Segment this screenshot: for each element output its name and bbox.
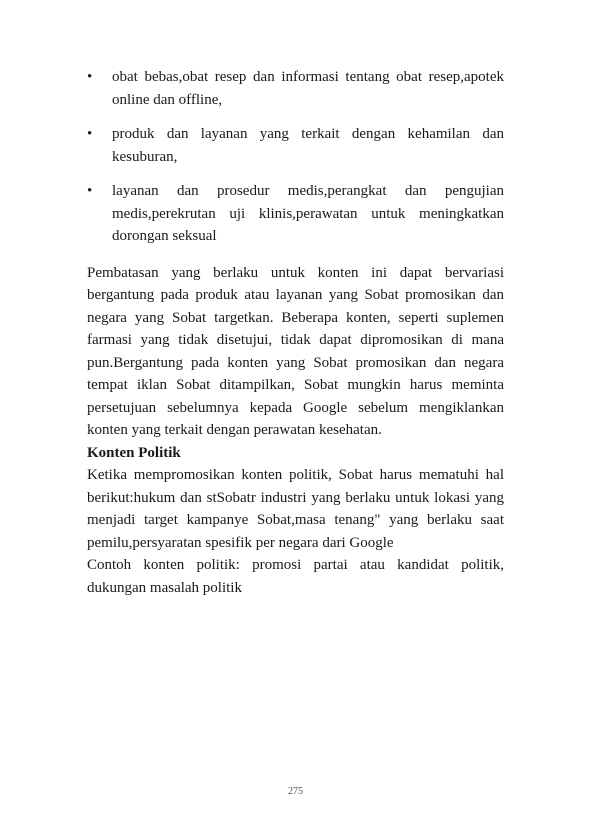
bullet-icon: • bbox=[87, 183, 93, 199]
list-item bbox=[87, 123, 504, 168]
bullet-list bbox=[87, 66, 504, 248]
list-item-text: produk dan layanan yang terkait dengan kehamilan dan kesuburan, bbox=[112, 126, 504, 165]
page-content bbox=[87, 66, 504, 599]
paragraph-restrictions: Pembatasan yang berlaku untuk konten ini dapat bervariasi bergantung pada produk atau layanan yang Sobat promosikan dan negara yang Sobat targetkan. Beberapa konten, seperti suplemen farmasi yang tidak disetujui, tidak dapat dipromosikan di mana pun.Bergantung pada konten yang Sobat promosikan dan negara tempat iklan Sobat ditampilkan, Sobat mungkin harus meminta persetujuan sebelumnya kepada Google sebelum mengiklankan konten yang terkait dengan perawatan kesehatan. bbox=[87, 264, 504, 438]
section-heading: Konten Politik bbox=[87, 444, 181, 461]
bullet-icon: • bbox=[87, 69, 93, 85]
paragraph-political-examples: Contoh konten politik: promosi partai atau kandidat politik, dukungan masalah politik bbox=[87, 557, 504, 596]
list-item-text: obat bebas,obat resep dan informasi tentang obat resep,apotek online dan offline, bbox=[112, 69, 504, 108]
bullet-icon: • bbox=[87, 126, 93, 142]
list-item bbox=[87, 66, 504, 111]
list-item-text: layanan dan prosedur medis,perangkat dan pengujian medis,perekrutan uji klinis,perawatan untuk meningkatkan dorongan seksual bbox=[112, 183, 504, 244]
page-number: 275 bbox=[288, 786, 303, 797]
paragraph-political-rules: Ketika mempromosikan konten politik, Sobat harus mematuhi hal berikut:hukum dan stSobatr industri yang berlaku untuk lokasi yang menjadi target kampanye Sobat,masa tenang" yang berlaku saat pemilu,persyaratan spesifik per negara dari Google bbox=[87, 467, 504, 551]
list-item bbox=[87, 180, 504, 248]
